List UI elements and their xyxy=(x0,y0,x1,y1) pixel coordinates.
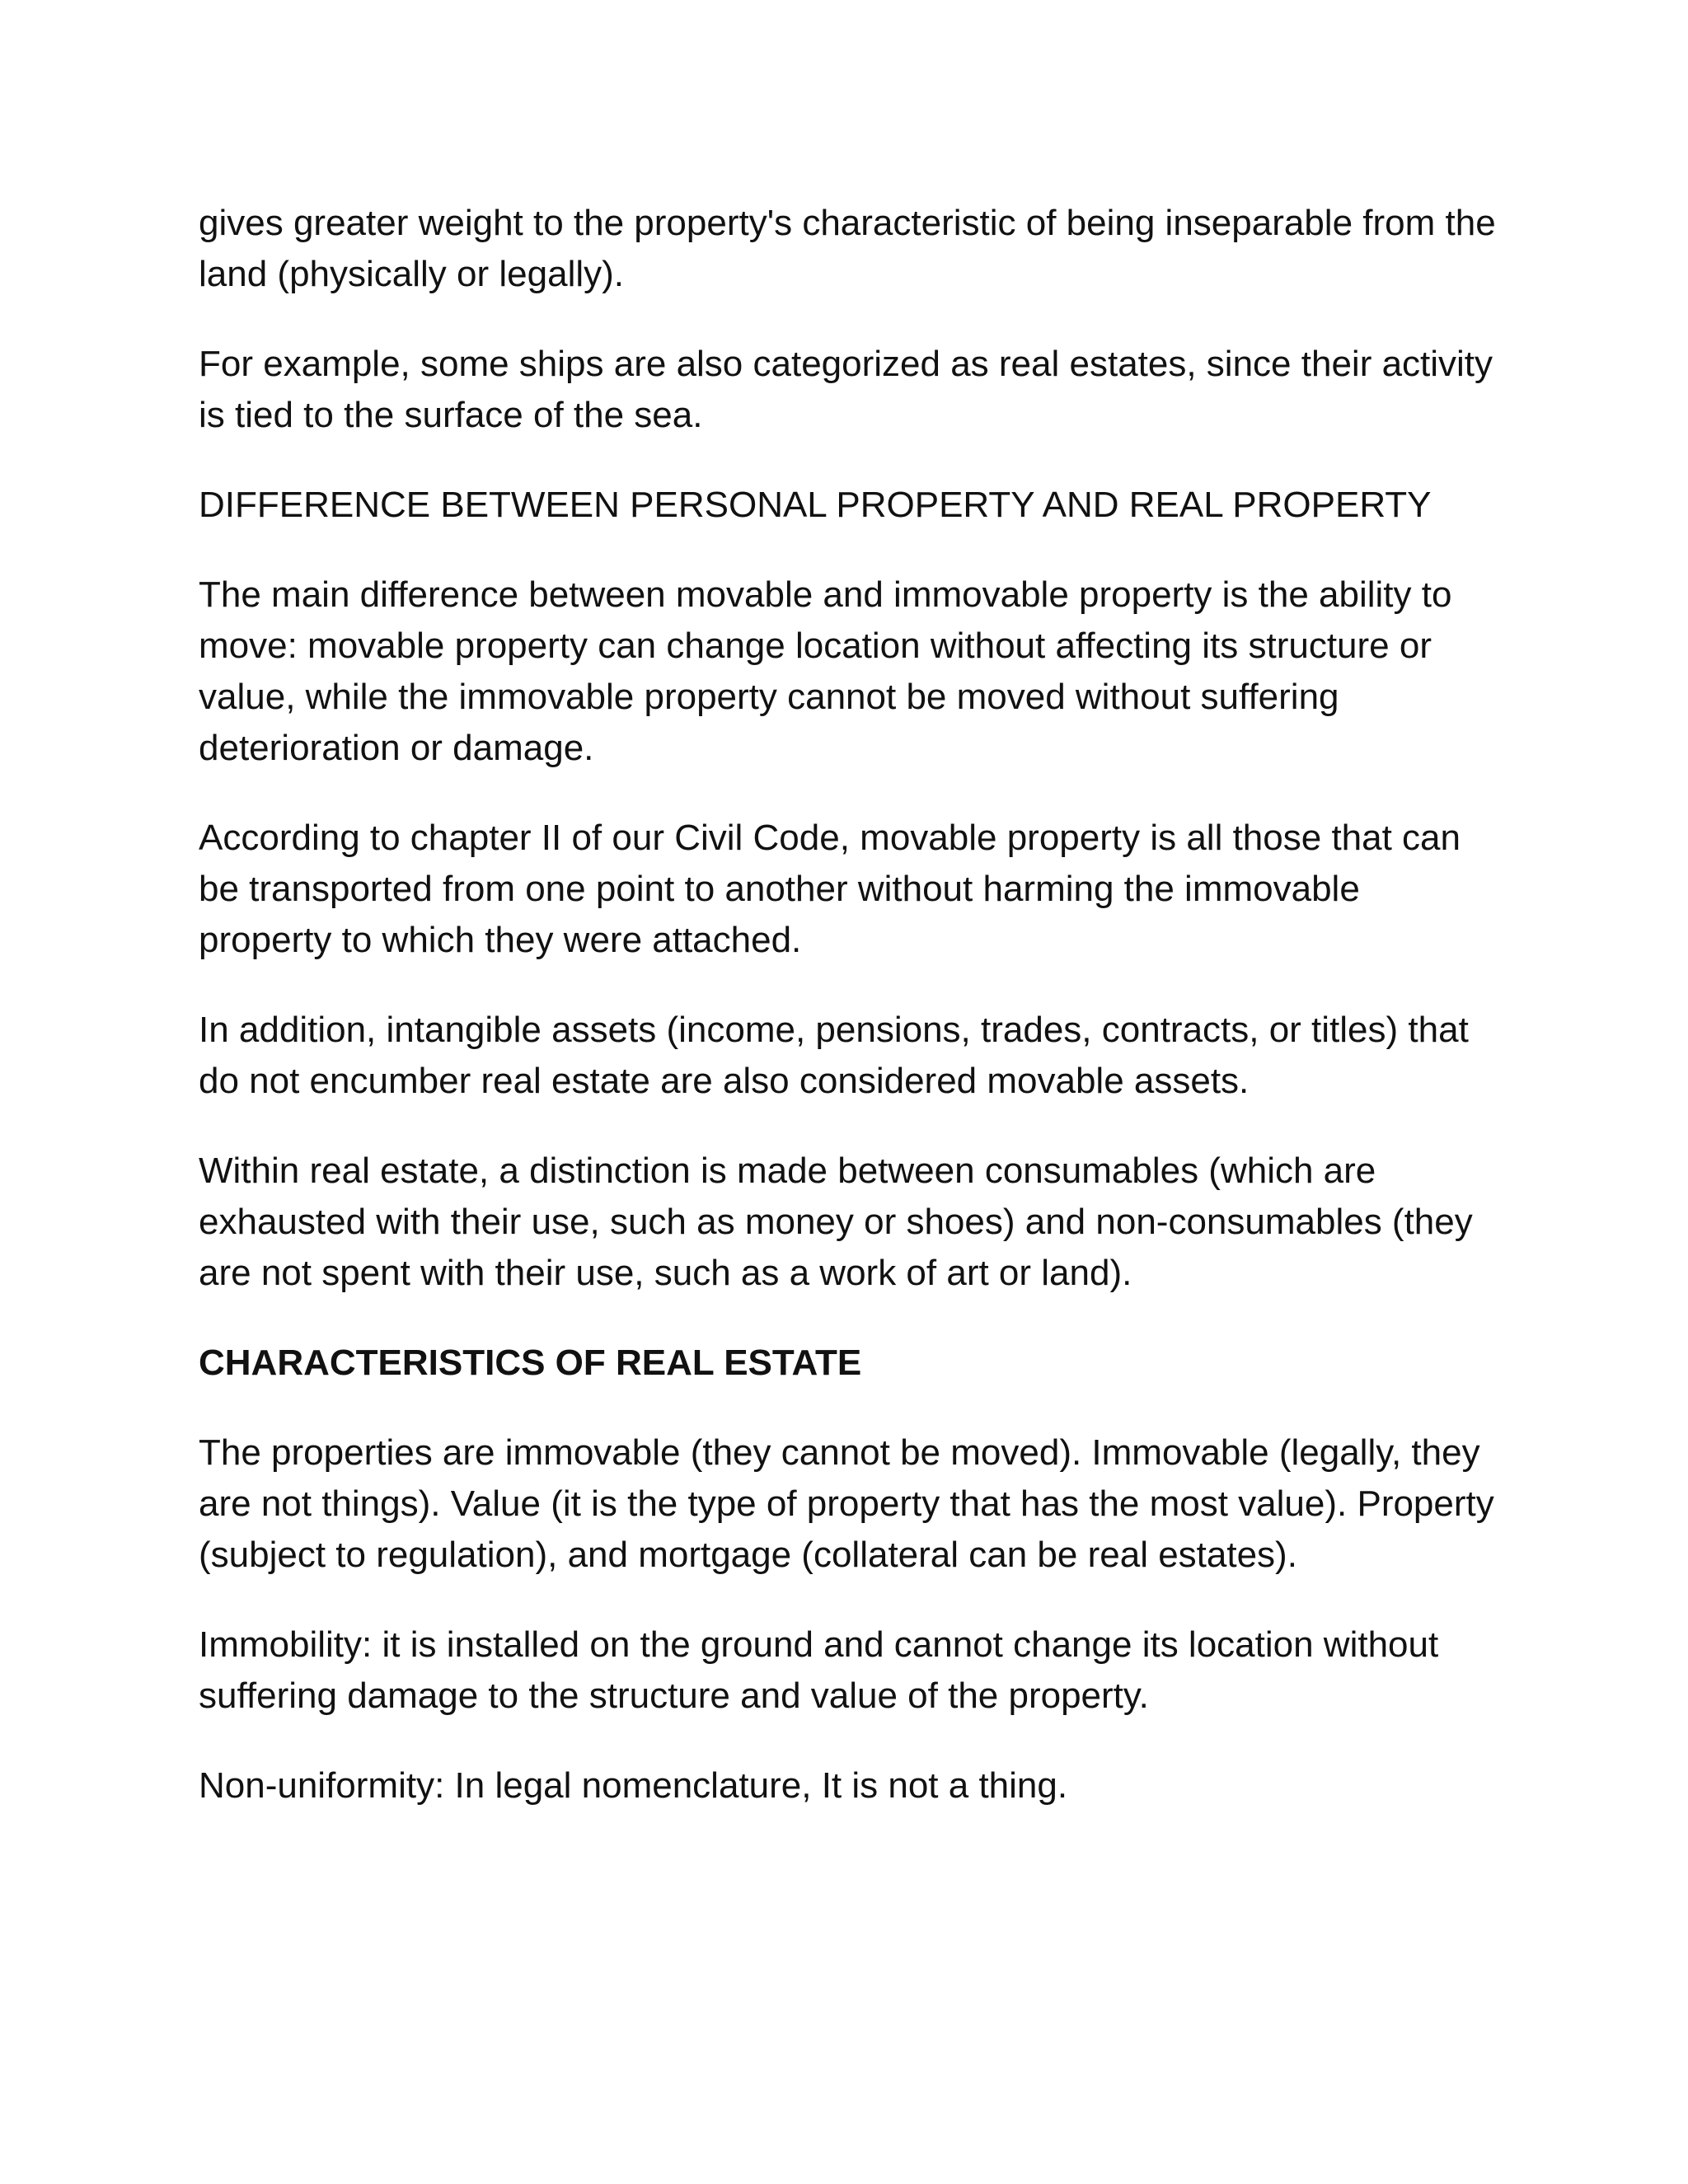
paragraph-properties-immovable: The properties are immovable (they cannot be moved). Immovable (legally, they are not things). Value (it is the type of property that has the most value). Property (subject to regulation), and mortgage (collateral can be real estates). xyxy=(199,1432,1494,1575)
paragraph-immobility: Immobility: it is installed on the ground and cannot change its location without suffering damage to the structure and value of the property. xyxy=(199,1624,1439,1716)
paragraph-civil-code: According to chapter II of our Civil Code, movable property is all those that can be transported from one point to another without harming the immovable property to which they were attached. xyxy=(199,818,1461,960)
section-heading-difference: DIFFERENCE BETWEEN PERSONAL PROPERTY AND REAL PROPERTY xyxy=(199,485,1432,525)
section-heading-characteristics: CHARACTERISTICS OF REAL ESTATE xyxy=(199,1343,862,1383)
paragraph-inseparable-land: gives greater weight to the property's characteristic of being inseparable from the land (physically or legally). xyxy=(199,203,1496,294)
paragraph-consumables: Within real estate, a distinction is made between consumables (which are exhausted with their use, such as money or shoes) and non-consumables (they are not spent with their use, such as a work of art or land). xyxy=(199,1151,1473,1293)
paragraph-intangible-assets: In addition, intangible assets (income, pensions, trades, contracts, or titles) that do not encumber real estate are also considered movable assets. xyxy=(199,1010,1469,1101)
paragraph-non-uniformity: Non-uniformity: In legal nomenclature, It is not a thing. xyxy=(199,1765,1068,1806)
paragraph-main-difference: The main difference between movable and immovable property is the ability to move: movable property can change location without affecting its structure or value, while the immovable property cannot be moved without suffering deterioration or damage. xyxy=(199,574,1452,768)
document-page xyxy=(199,198,1501,1850)
paragraph-ships-example: For example, some ships are also categorized as real estates, since their activity is tied to the surface of the sea. xyxy=(199,344,1493,435)
